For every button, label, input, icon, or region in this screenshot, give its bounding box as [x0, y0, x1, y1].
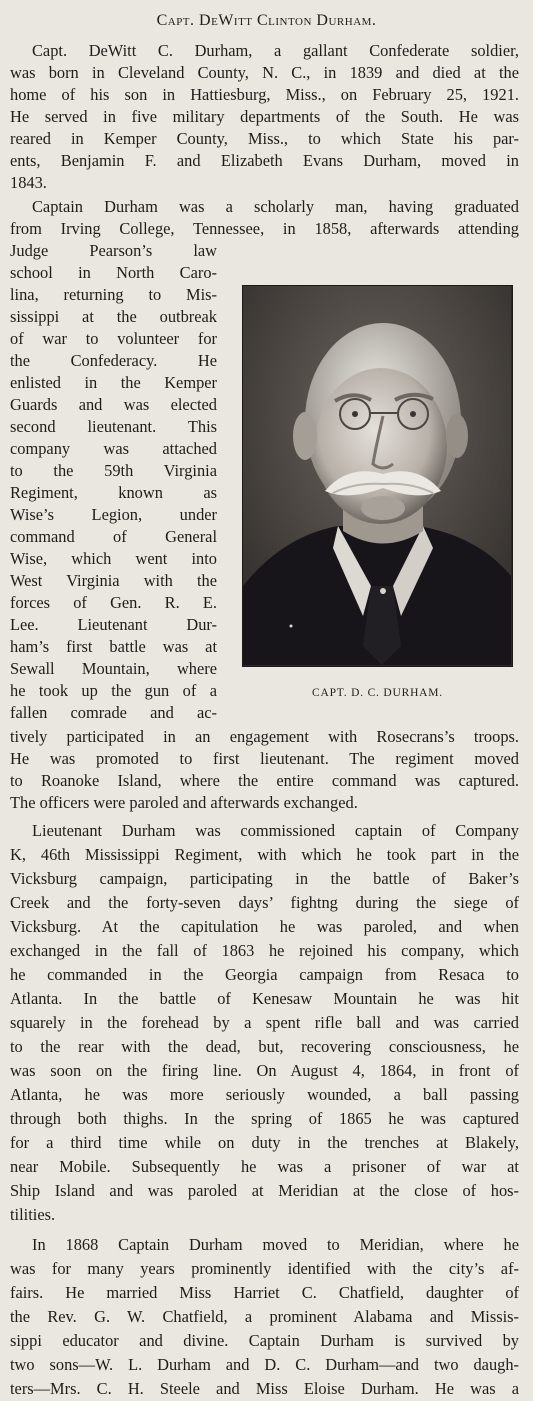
- text-line: to Roanoke Island, where the entire command was captured.: [10, 771, 519, 790]
- text-line: near Mobile. Subsequently he was a prisoner of war at: [10, 1157, 519, 1176]
- text-line: Regiment, known as: [10, 483, 217, 502]
- text-line: Atlanta. In the battle of Kenesaw Mountain he was hit: [10, 989, 519, 1008]
- text-line: He was promoted to first lieutenant. The regiment moved: [10, 749, 519, 768]
- text-line: Wise, which went into: [10, 549, 217, 568]
- text-line: home of his son in Hattiesburg, Miss., on February 25, 1921.: [10, 85, 519, 104]
- text-line: The officers were paroled and afterwards exchanged.: [10, 793, 358, 812]
- text-line: Wise’s Legion, under: [10, 505, 217, 524]
- text-line: the Confederacy. He: [10, 351, 217, 370]
- text-line: ters—Mrs. C. H. Steele and Miss Eloise Durham. He was a: [10, 1379, 519, 1398]
- text-line: Vicksburg campaign, participating in the battle of Baker’s: [10, 869, 519, 888]
- text-line: Sewall Mountain, where: [10, 659, 217, 678]
- text-line: forces of Gen. R. E.: [10, 593, 217, 612]
- text-line: sippi educator and divine. Captain Durham is survived by: [10, 1331, 519, 1350]
- portrait-caption: CAPT. D. C. DURHAM.: [312, 687, 443, 699]
- text-line: In 1868 Captain Durham moved to Meridian, where he: [32, 1235, 519, 1254]
- text-line: through both thighs. In the spring of 1865 he was captured: [10, 1109, 519, 1128]
- text-line: squarely in the forehead by a spent rifle ball and was carried: [10, 1013, 519, 1032]
- text-line: ents, Benjamin F. and Elizabeth Evans Durham, moved in: [10, 151, 519, 170]
- text-line: the Rev. G. W. Chatfield, a prominent Alabama and Missis-: [10, 1307, 519, 1326]
- text-line: Vicksburg. At the capitulation he was paroled, and when: [10, 917, 519, 936]
- text-line: school in North Caro-: [10, 263, 217, 282]
- text-line: He served in five military departments of the South. He was: [10, 107, 519, 126]
- text-line: Lieutenant Durham was commissioned captain of Company: [32, 821, 519, 840]
- text-line: lina, returning to Mis-: [10, 285, 217, 304]
- text-line: ham’s first battle was at: [10, 637, 217, 656]
- text-line: tilities.: [10, 1205, 56, 1224]
- text-line: fairs. He married Miss Harriet C. Chatfield, daughter of: [10, 1283, 519, 1302]
- text-line: Captain Durham was a scholarly man, having graduated: [32, 197, 519, 216]
- text-line: Guards and was elected: [10, 395, 217, 414]
- text-line: he commanded in the Georgia campaign from Resaca to: [10, 965, 519, 984]
- text-line: Ship Island and was paroled at Meridian at the close of hos-: [10, 1181, 519, 1200]
- text-line: fallen comrade and ac-: [10, 703, 217, 722]
- text-line: two sons—W. L. Durham and D. C. Durham—and two daugh-: [10, 1355, 519, 1374]
- text-line: 1843.: [10, 173, 47, 192]
- article-title: Capt. DeWitt Clinton Durham.: [156, 12, 377, 29]
- text-line: of war to volunteer for: [10, 329, 217, 348]
- text-line: Creek and the forty-seven days’ fightng during the siege of: [10, 893, 519, 912]
- text-line: from Irving College, Tennessee, in 1858, afterwards attending: [10, 219, 519, 238]
- text-line: reared in Kemper County, Miss., to which State his par-: [10, 129, 519, 148]
- text-line: Atlanta, he was more seriously wounded, a ball passing: [10, 1085, 519, 1104]
- text-line: was born in Cleveland County, N. C., in 1839 and died at the: [10, 63, 519, 82]
- text-line: K, 46th Mississippi Regiment, with which he took part in the: [10, 845, 519, 864]
- text-line: Lee. Lieutenant Dur-: [10, 615, 217, 634]
- text-line: sissippi at the outbreak: [10, 307, 217, 326]
- text-line: Capt. DeWitt C. Durham, a gallant Confederate soldier,: [32, 41, 519, 60]
- portrait-photo: [242, 285, 513, 667]
- text-line: command of General: [10, 527, 217, 546]
- text-line: exchanged in the fall of 1863 he rejoined his company, which: [10, 941, 519, 960]
- text-line: enlisted in the Kemper: [10, 373, 217, 392]
- text-line: second lieutenant. This: [10, 417, 217, 436]
- text-line: was soon on the firing line. On August 4, 1864, in front of: [10, 1061, 519, 1080]
- text-line: to the 59th Virginia: [10, 461, 217, 480]
- text-line: was for many years prominently identified with the city’s af-: [10, 1259, 519, 1278]
- text-line: company was attached: [10, 439, 217, 458]
- text-line: tively participated in an engagement with Rosecrans’s troops.: [10, 727, 519, 746]
- text-line: for a third time while on duty in the trenches at Blakely,: [10, 1133, 519, 1152]
- text-line: West Virginia with the: [10, 571, 217, 590]
- text-line: he took up the gun of a: [10, 681, 217, 700]
- text-line: to the rear with the dead, but, recovering consciousness, he: [10, 1037, 519, 1056]
- text-line: Judge Pearson’s law: [10, 241, 217, 260]
